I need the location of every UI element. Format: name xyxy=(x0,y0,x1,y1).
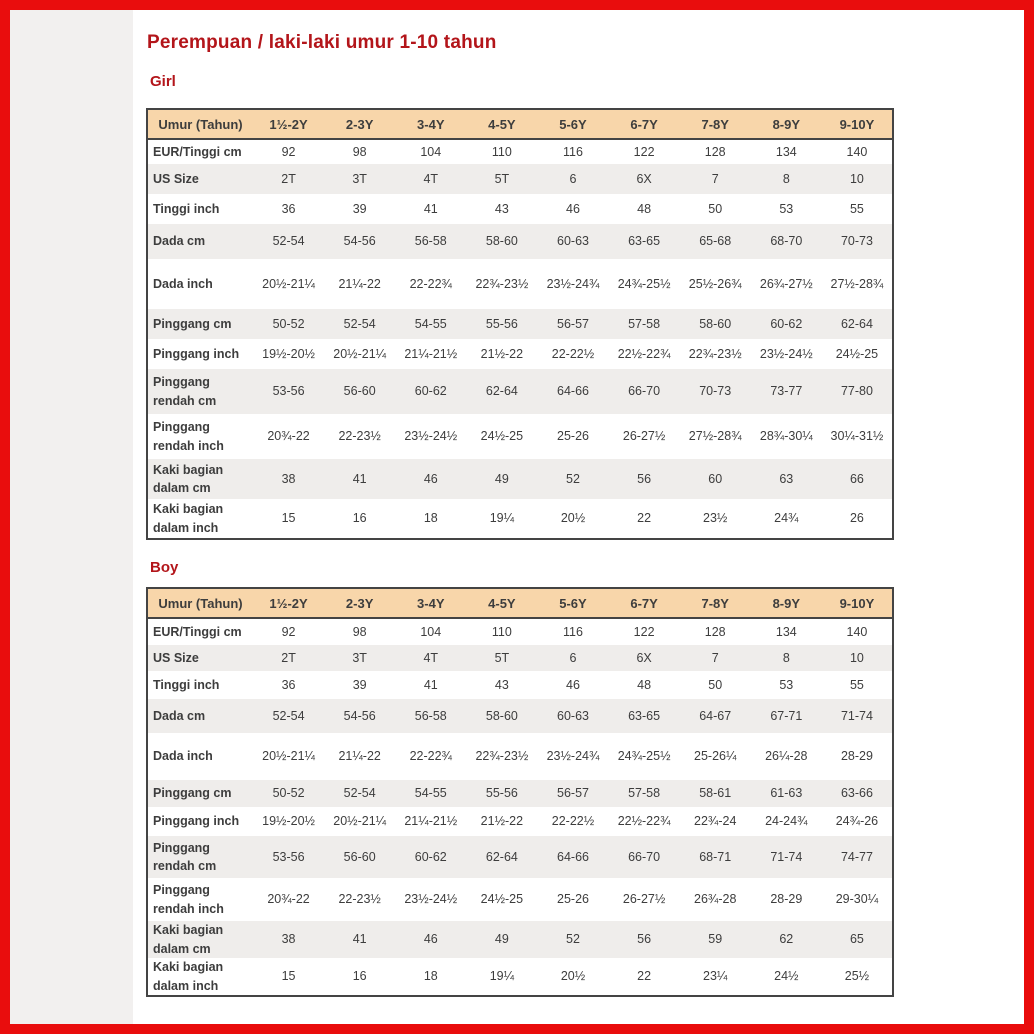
size-value: 41 xyxy=(423,677,438,692)
size-value: 21½-22 xyxy=(480,814,524,829)
size-value: 52-54 xyxy=(272,708,305,723)
size-value: 58-60 xyxy=(485,708,518,723)
header-row xyxy=(147,588,893,618)
size-value: 4T xyxy=(423,171,439,186)
size-value: 20¾-22 xyxy=(267,892,310,907)
size-value: 104 xyxy=(420,144,442,159)
size-value: 41 xyxy=(352,932,367,947)
size-value: 46 xyxy=(566,201,580,216)
size-value: 74-77 xyxy=(840,849,873,864)
size-value: 22½-22¾ xyxy=(617,346,671,361)
column-header: 6-7Y xyxy=(609,109,680,139)
size-value: 3T xyxy=(352,650,367,665)
row-label: US Size xyxy=(153,650,199,665)
size-value: 25-26 xyxy=(557,429,589,444)
size-value: 55-56 xyxy=(485,316,518,331)
row-label: EUR/Tinggi cm xyxy=(153,624,242,639)
size-value: 52-54 xyxy=(343,316,376,331)
size-value: 54-55 xyxy=(414,316,447,331)
size-value: 43 xyxy=(494,201,509,216)
size-value: 22-23½ xyxy=(338,892,381,907)
column-header: 2-3Y xyxy=(324,588,395,618)
size-value: 71-74 xyxy=(840,708,873,723)
table-row xyxy=(147,309,893,339)
size-value: 5T xyxy=(494,171,510,186)
size-value: 22-23½ xyxy=(338,429,381,444)
size-value: 66-70 xyxy=(628,384,661,399)
size-value: 36 xyxy=(281,677,296,692)
size-value: 22¾-23½ xyxy=(688,346,742,361)
size-value: 56-60 xyxy=(343,384,376,399)
size-value: 6 xyxy=(569,650,577,665)
size-value: 59 xyxy=(708,932,723,947)
size-chart-page xyxy=(133,10,1024,1024)
size-value: 26¾-27½ xyxy=(759,276,813,291)
row-label: Pinggang cm xyxy=(153,316,232,331)
size-value: 27½-28¾ xyxy=(830,276,884,291)
row-label: Kaki bagian dalam cm xyxy=(153,462,224,495)
size-value: 20½ xyxy=(560,511,586,526)
size-value: 50-52 xyxy=(272,786,305,801)
size-value: 56 xyxy=(637,932,652,947)
size-value: 70-73 xyxy=(699,384,732,399)
size-value: 24½ xyxy=(774,969,799,984)
size-value: 56 xyxy=(637,471,652,486)
size-value: 110 xyxy=(491,144,512,159)
row-label: Pinggang rendah inch xyxy=(153,883,224,916)
size-value: 20½ xyxy=(560,969,586,984)
size-value: 20½-21¼ xyxy=(262,276,315,291)
size-value: 6X xyxy=(636,650,652,665)
table-row xyxy=(147,194,893,224)
size-value: 68-71 xyxy=(699,849,732,864)
size-value: 19½-20½ xyxy=(262,814,315,829)
size-value: 61-63 xyxy=(770,786,803,801)
size-value: 43 xyxy=(494,677,509,692)
size-value: 68-70 xyxy=(770,234,803,249)
girl-size-table xyxy=(146,108,894,540)
size-value: 55 xyxy=(849,677,864,692)
column-header: 5-6Y xyxy=(537,588,608,618)
size-value: 60 xyxy=(708,471,723,486)
column-header: 7-8Y xyxy=(680,109,751,139)
size-value: 6 xyxy=(569,171,577,186)
size-value: 77-80 xyxy=(840,384,873,399)
column-header: 8-9Y xyxy=(751,588,822,618)
table-row xyxy=(147,780,893,807)
size-value: 24-24¾ xyxy=(765,814,808,829)
size-value: 20½-21¼ xyxy=(262,749,315,764)
size-value: 49 xyxy=(494,932,509,947)
size-value: 53-56 xyxy=(272,849,305,864)
size-value: 2T xyxy=(281,650,296,665)
size-value: 26-27½ xyxy=(622,429,666,444)
size-value: 22¾-24 xyxy=(694,814,737,829)
row-label: Dada cm xyxy=(153,708,206,723)
size-value: 54-56 xyxy=(343,708,376,723)
size-value: 25-26 xyxy=(557,892,589,907)
size-value: 10 xyxy=(849,171,864,186)
header-row xyxy=(147,109,893,139)
size-value: 66 xyxy=(849,471,864,486)
size-value: 134 xyxy=(775,144,797,159)
table-row xyxy=(147,459,893,499)
size-value: 22-22½ xyxy=(551,814,595,829)
size-value: 134 xyxy=(775,624,797,639)
size-value: 63-65 xyxy=(628,234,661,249)
row-label: EUR/Tinggi cm xyxy=(153,144,242,159)
table-row xyxy=(147,699,893,733)
size-value: 36 xyxy=(281,201,296,216)
column-header: 9-10Y xyxy=(822,588,893,618)
size-value: 27½-28¾ xyxy=(688,429,742,444)
size-value: 22-22½ xyxy=(551,346,595,361)
table-row xyxy=(147,958,893,996)
table-row xyxy=(147,499,893,539)
row-label: Kaki bagian dalam cm xyxy=(153,923,224,956)
size-value: 48 xyxy=(637,201,652,216)
size-value: 54-56 xyxy=(343,234,376,249)
size-value: 38 xyxy=(281,471,296,486)
size-value: 56-58 xyxy=(414,234,447,249)
size-value: 60-62 xyxy=(770,316,803,331)
size-value: 60-62 xyxy=(414,384,447,399)
size-value: 25½-26¾ xyxy=(688,276,742,291)
table-row xyxy=(147,164,893,194)
size-value: 22-22¾ xyxy=(409,749,452,764)
size-value: 46 xyxy=(423,471,438,486)
size-value: 15 xyxy=(281,511,296,526)
row-label: Kaki bagian dalam inch xyxy=(153,960,224,993)
size-value: 62-64 xyxy=(485,849,518,864)
size-value: 58-61 xyxy=(699,786,732,801)
size-value: 122 xyxy=(633,624,655,639)
size-value: 24½-25 xyxy=(480,892,524,907)
row-label: Pinggang inch xyxy=(153,346,240,361)
column-header: 5-6Y xyxy=(537,109,608,139)
size-value: 21¼-21½ xyxy=(404,346,458,361)
size-value: 24¾-26 xyxy=(835,814,879,829)
size-value: 56-57 xyxy=(557,316,589,331)
size-value: 70-73 xyxy=(840,234,873,249)
size-value: 3T xyxy=(352,171,367,186)
size-value: 62-64 xyxy=(485,384,518,399)
column-header: 3-4Y xyxy=(395,109,466,139)
size-value: 18 xyxy=(423,969,438,984)
size-value: 6X xyxy=(636,171,652,186)
size-value: 5T xyxy=(494,650,510,665)
size-value: 30¼-31½ xyxy=(830,429,884,444)
size-value: 71-74 xyxy=(770,849,803,864)
size-value: 22¾-23½ xyxy=(475,749,529,764)
size-value: 22-22¾ xyxy=(409,276,452,291)
table-row xyxy=(147,921,893,958)
table-row xyxy=(147,618,893,645)
size-value: 38 xyxy=(281,932,296,947)
size-value: 25½ xyxy=(844,969,870,984)
page-title: Perempuan / laki-laki umur 1-10 tahun xyxy=(147,32,497,53)
size-value: 53 xyxy=(779,201,794,216)
size-value: 24¾-25½ xyxy=(617,276,671,291)
size-value: 128 xyxy=(704,144,726,159)
size-value: 24¾ xyxy=(774,511,799,526)
size-value: 60-62 xyxy=(414,849,447,864)
size-value: 19½-20½ xyxy=(262,346,315,361)
row-label: US Size xyxy=(153,171,199,186)
size-value: 2T xyxy=(281,171,296,186)
size-value: 65 xyxy=(849,932,864,947)
boy-size-table xyxy=(146,587,894,997)
size-value: 58-60 xyxy=(485,234,518,249)
size-value: 23½-24¾ xyxy=(546,749,600,764)
size-value: 28-29 xyxy=(840,749,873,764)
column-header: 8-9Y xyxy=(751,109,822,139)
size-value: 110 xyxy=(491,624,512,639)
row-label: Pinggang rendah cm xyxy=(153,840,217,873)
size-value: 92 xyxy=(281,624,296,639)
size-value: 16 xyxy=(352,511,367,526)
column-header: 7-8Y xyxy=(680,588,751,618)
size-value: 49 xyxy=(494,471,509,486)
size-value: 20½-21¼ xyxy=(333,814,387,829)
size-value: 29-30¼ xyxy=(835,892,879,907)
size-value: 7 xyxy=(711,171,719,186)
size-value: 104 xyxy=(420,624,442,639)
column-header: 2-3Y xyxy=(324,109,395,139)
column-header: 6-7Y xyxy=(609,588,680,618)
table-row xyxy=(147,878,893,921)
size-value: 23¼ xyxy=(703,969,728,984)
size-value: 55 xyxy=(849,201,864,216)
size-value: 140 xyxy=(846,624,868,639)
size-value: 52 xyxy=(566,471,580,486)
corner-header: Umur (Tahun) xyxy=(147,109,253,139)
table-row xyxy=(147,671,893,699)
size-value: 64-67 xyxy=(699,708,732,723)
row-label: Tinggi inch xyxy=(153,677,220,692)
table-row xyxy=(147,139,893,164)
size-value: 25-26¼ xyxy=(694,749,737,764)
size-value: 56-60 xyxy=(343,849,376,864)
table-row xyxy=(147,807,893,836)
size-value: 26 xyxy=(849,511,864,526)
size-value: 65-68 xyxy=(699,234,732,249)
size-value: 24½-25 xyxy=(480,429,524,444)
size-value: 62 xyxy=(779,932,794,947)
size-value: 56-58 xyxy=(414,708,447,723)
size-value: 21¼-21½ xyxy=(404,814,458,829)
size-value: 53-56 xyxy=(272,384,305,399)
size-value: 23½-24½ xyxy=(404,429,458,444)
size-value: 20½-21¼ xyxy=(333,346,387,361)
size-value: 21¼-22 xyxy=(338,276,381,291)
size-value: 53 xyxy=(779,677,794,692)
size-value: 23½-24½ xyxy=(404,892,458,907)
size-value: 56-57 xyxy=(557,786,589,801)
row-label: Dada inch xyxy=(153,276,213,291)
size-value: 55-56 xyxy=(485,786,518,801)
size-value: 21½-22 xyxy=(480,346,524,361)
size-value: 39 xyxy=(352,201,367,216)
size-value: 66-70 xyxy=(628,849,661,864)
size-value: 23½ xyxy=(703,511,728,526)
size-value: 50-52 xyxy=(272,316,305,331)
size-value: 41 xyxy=(423,201,438,216)
size-value: 16 xyxy=(352,969,367,984)
size-value: 19¼ xyxy=(489,511,515,526)
size-value: 63-66 xyxy=(840,786,873,801)
size-value: 22¾-23½ xyxy=(475,276,529,291)
table-row xyxy=(147,224,893,259)
size-value: 98 xyxy=(352,144,367,159)
size-value: 10 xyxy=(849,650,864,665)
girl-section-label: Girl xyxy=(150,73,176,90)
size-value: 23½-24½ xyxy=(759,346,813,361)
table-row xyxy=(147,259,893,309)
row-label: Dada cm xyxy=(153,234,206,249)
size-value: 8 xyxy=(782,171,790,186)
size-value: 116 xyxy=(563,624,583,639)
size-value: 41 xyxy=(352,471,367,486)
size-value: 58-60 xyxy=(699,316,732,331)
size-value: 67-71 xyxy=(770,708,803,723)
size-value: 26-27½ xyxy=(622,892,666,907)
size-value: 128 xyxy=(704,624,726,639)
column-header: 4-5Y xyxy=(466,109,537,139)
column-header: 4-5Y xyxy=(466,588,537,618)
size-value: 46 xyxy=(566,677,580,692)
size-value: 28-29 xyxy=(770,892,803,907)
size-value: 22 xyxy=(637,969,652,984)
size-value: 4T xyxy=(423,650,439,665)
table-row xyxy=(147,836,893,878)
size-value: 98 xyxy=(352,624,367,639)
size-value: 92 xyxy=(281,144,296,159)
size-value: 8 xyxy=(782,650,790,665)
size-value: 26¾-28 xyxy=(694,892,737,907)
size-value: 18 xyxy=(423,511,438,526)
column-header: 1½-2Y xyxy=(253,109,324,139)
size-value: 140 xyxy=(846,144,868,159)
size-value: 64-66 xyxy=(557,849,589,864)
size-value: 24¾-25½ xyxy=(617,749,671,764)
size-value: 15 xyxy=(281,969,296,984)
size-value: 57-58 xyxy=(628,316,661,331)
size-value: 48 xyxy=(637,677,652,692)
size-value: 22 xyxy=(637,511,652,526)
size-value: 73-77 xyxy=(770,384,803,399)
row-label: Pinggang rendah inch xyxy=(153,420,224,453)
size-value: 50 xyxy=(708,201,723,216)
size-value: 39 xyxy=(352,677,367,692)
row-label: Pinggang rendah cm xyxy=(153,375,217,408)
column-header: 1½-2Y xyxy=(253,588,324,618)
table-row xyxy=(147,339,893,369)
size-value: 63-65 xyxy=(628,708,661,723)
size-value: 21¼-22 xyxy=(338,749,381,764)
corner-header: Umur (Tahun) xyxy=(147,588,253,618)
size-value: 52-54 xyxy=(343,786,376,801)
size-value: 28¾-30¼ xyxy=(759,429,813,444)
table-row xyxy=(147,414,893,459)
size-value: 122 xyxy=(633,144,655,159)
size-value: 46 xyxy=(423,932,438,947)
size-value: 52-54 xyxy=(272,234,305,249)
size-value: 19¼ xyxy=(489,969,515,984)
size-value: 54-55 xyxy=(414,786,447,801)
table-row xyxy=(147,645,893,671)
column-header: 3-4Y xyxy=(395,588,466,618)
table-row xyxy=(147,369,893,414)
row-label: Tinggi inch xyxy=(153,201,220,216)
size-value: 116 xyxy=(563,144,583,159)
row-label: Dada inch xyxy=(153,749,213,764)
size-value: 57-58 xyxy=(628,786,661,801)
size-value: 52 xyxy=(566,932,580,947)
row-label: Pinggang cm xyxy=(153,786,232,801)
size-value: 23½-24¾ xyxy=(546,276,600,291)
size-value: 64-66 xyxy=(557,384,589,399)
row-label: Kaki bagian dalam inch xyxy=(153,502,224,535)
size-value: 50 xyxy=(708,677,723,692)
size-value: 26¼-28 xyxy=(765,749,808,764)
size-value: 20¾-22 xyxy=(267,429,310,444)
row-label: Pinggang inch xyxy=(153,814,240,829)
size-value: 24½-25 xyxy=(835,346,879,361)
size-value: 22½-22¾ xyxy=(617,814,671,829)
boy-section-label: Boy xyxy=(150,559,179,576)
size-value: 60-63 xyxy=(557,234,589,249)
size-value: 7 xyxy=(711,650,719,665)
size-value: 63 xyxy=(779,471,794,486)
table-row xyxy=(147,733,893,780)
size-value: 62-64 xyxy=(840,316,873,331)
column-header: 9-10Y xyxy=(822,109,893,139)
size-value: 60-63 xyxy=(557,708,589,723)
